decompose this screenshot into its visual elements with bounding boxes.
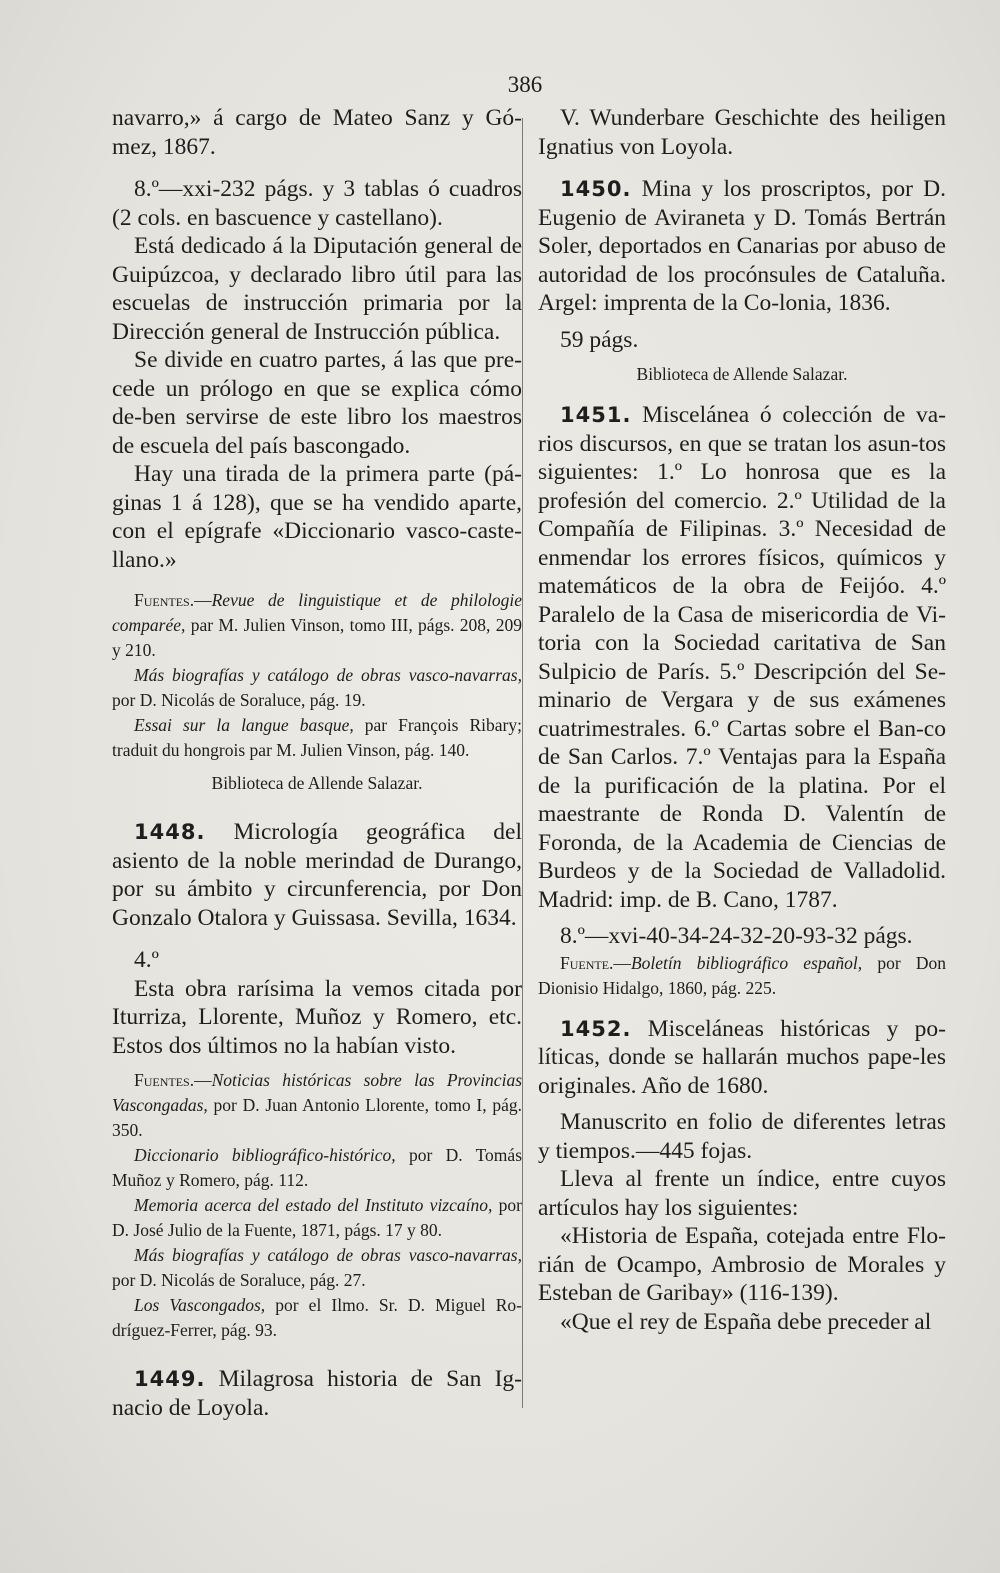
paragraph: navarro,» á cargo de Mateo Sanz y Gó-mez, 1867.: [112, 105, 522, 160]
format: 59 págs.: [560, 326, 639, 353]
paragraph: V. Wunderbare Geschichte des heiligen Ignatius von Loyola.: [538, 105, 946, 160]
paragraph: «Historia de España, cotejada entre Flo-rián de Ocampo, Ambrosio de Morales y Esteban de Garibay» (116-139).: [538, 1223, 946, 1306]
entry-number: 1452.: [560, 1016, 632, 1041]
source-citation: Más biografías y catálogo de obras vasco-navarras, por D. Nicolás de Soraluce, pág. 19.: [112, 665, 522, 710]
source-citation: Fuentes.—Noticias históricas sobre las Provincias Vascongadas, por D. Juan Antonio Llorente, tomo I, pág. 350.: [112, 1070, 522, 1140]
paragraph: «Que el rey de España debe preceder al: [560, 1308, 932, 1335]
entry-1449: 1449. Milagrosa historia de San Ig-nacio de Loyola.: [112, 1366, 522, 1421]
source-citation: Fuente.—Boletín bibliográfico español, por Don Dionisio Hidalgo, 1860, pág. 225.: [538, 952, 946, 998]
entry-number: 1450.: [560, 177, 632, 201]
column-divider: [522, 118, 523, 1408]
format: 4.º: [134, 947, 159, 973]
entry-1450: 1450. Mina y los proscriptos, por D. Eugenio de Aviraneta y D. Tomás Bertrán Soler, deportados en Canarias por abuso de autoridad de los procónsules de Cataluña. Argel: imprenta de la Co-lonia, 1836.: [538, 176, 946, 316]
entry-number: 1448.: [134, 820, 206, 844]
source-citation: Fuentes.—Revue de linguistique et de philologie comparée, par M. Julien Vinson, tomo III, págs. 208, 209 y 210.: [112, 590, 522, 660]
source-citation: Más biografías y catálogo de obras vasco-navarras, por D. Nicolás de Soraluce, pág. 27.: [112, 1245, 522, 1290]
paragraph: Está dedicado á la Diputación general de Guipúzcoa, y declarado libro útil para las escuelas de instrucción primaria por la Dirección general de Instrucción pública.: [112, 233, 522, 345]
entry-1452: 1452. Misceláneas históricas y po-líticas, donde se hallarán muchos pape-les originales. Año de 1680.: [538, 1015, 946, 1099]
paragraph: Hay una tirada de la primera parte (pá-ginas 1 á 128), que se ha vendido aparte, con el epígrafe «Diccionario vasco-caste-llano.»: [112, 461, 522, 573]
entry-number: 1451.: [560, 403, 632, 427]
library-location: Biblioteca de Allende Salazar.: [211, 773, 423, 793]
physical-description: 8.º—xxi-232 págs. y 3 tablas ó cuadros (2 cols. en bascuence y castellano).: [112, 176, 522, 231]
paragraph: Se divide en cuatro partes, á las que pre-cede un prólogo en que se explica cómo de-ben servirse de este libro los maestros de escuela del país bascongado.: [112, 347, 522, 459]
paragraph: Lleva al frente un índice, entre cuyos artículos hay los siguientes:: [538, 1166, 946, 1221]
library-location: Biblioteca de Allende Salazar.: [636, 364, 848, 384]
source-citation: Los Vascongados, por el Ilmo. Sr. D. Miguel Ro-dríguez-Ferrer, pág. 93.: [112, 1295, 522, 1340]
source-citation: Memoria acerca del estado del Instituto vizcaíno, por D. José Julio de la Fuente, 1871, págs. 17 y 80.: [112, 1195, 522, 1240]
format: 8.º—xvi-40-34-24-32-20-93-32 págs.: [560, 923, 913, 949]
page-number: 386: [507, 72, 543, 97]
entry-number: 1449.: [134, 1367, 206, 1391]
entry-1451: 1451. Miscelánea ó colección de va-rios discursos, en que se tratan los asun-tos siguientes: 1.º Lo honrosa que es la profesión del comercio. 2.º Utilidad de la Compañía de Filipinas. 3.º Necesidad de enmendar los errores físicos, químicos y matemáticos de la obra de Feijóo. 4.º Paralelo de la Casa de misericordia de Vi-toria con la Sociedad caritativa de San Sulpicio de París. 5.º Descripción del Se-minario de Vergara y de sus exámenes cuatrimestrales. 6.º Cartas sobre el Ban-co de San Carlos. 7.º Ventajas para la España de la purificación de la platina. Por el maestrante de Ronda D. Valentín de Foronda, de la Academia de Ciencias de Burdeos y de la Sociedad de Valladolid. Madrid: imp. de B. Cano, 1787.: [538, 402, 946, 913]
entry-1448: 1448. Micrología geográfica del asiento de la noble merindad de Durango, por su ámbito y circunferencia, por Don Gonzalo Otalora y Guissasa. Sevilla, 1634.: [112, 819, 522, 931]
source-citation: Essai sur la langue basque, par François Ribary; traduit du hongrois par M. Julien Vinson, pág. 140.: [112, 715, 522, 760]
left-column: [112, 104, 522, 1422]
paragraph: Manuscrito en folio de diferentes letras y tiempos.—445 fojas.: [538, 1109, 946, 1164]
right-column: [538, 104, 946, 1336]
source-citation: Diccionario bibliográfico-histórico, por D. Tomás Muñoz y Romero, pág. 112.: [112, 1145, 522, 1190]
paragraph: Esta obra rarísima la vemos citada por Iturriza, Llorente, Muñoz y Romero, etc. Estos dos últimos no la habían visto.: [112, 975, 522, 1059]
